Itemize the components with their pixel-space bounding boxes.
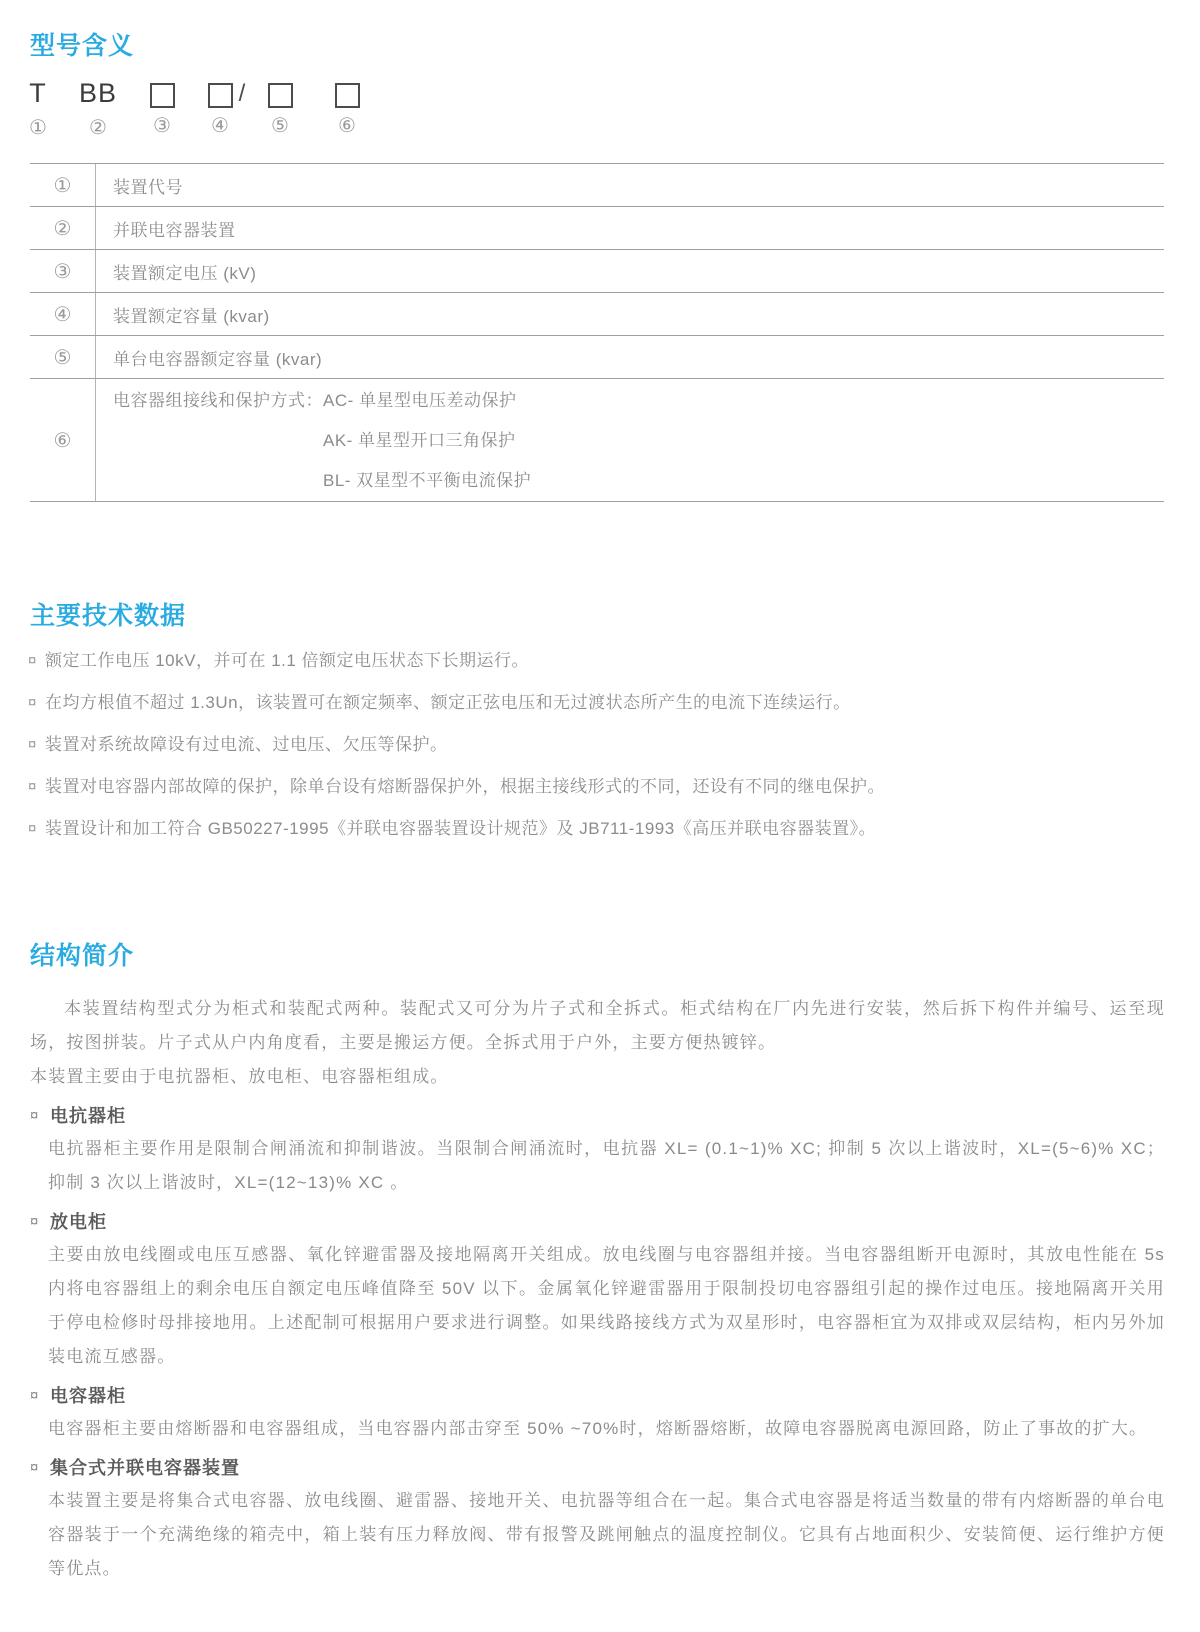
list-item xyxy=(28,816,1165,842)
placeholder-box-icon xyxy=(268,83,293,108)
bullet-icon: ¤ xyxy=(30,1387,40,1404)
subsection-body: 本装置主要是将集合式电容器、放电线圈、避雷器、接地开关、电抗器等组合在一起。集合式电容器是将适当数量的带有内熔断器的单台电容器装于一个充满绝缘的箱壳中，箱上装有压力释放阀、带有报警及跳闸触点的温度控制仪。它具有占地面积少、安装简便、运行维护方便等优点。 xyxy=(48,1491,1165,1578)
table-row xyxy=(30,250,1164,293)
placeholder-box-icon xyxy=(335,83,360,108)
list-item xyxy=(28,774,1165,800)
subsection-heading-capacitor-cabinet xyxy=(30,1381,1165,1411)
list-item xyxy=(28,732,1165,758)
protection-option: BL- 双星型不平衡电流保护 xyxy=(323,470,532,490)
table-row xyxy=(30,336,1164,379)
tech-data-list xyxy=(28,648,1165,842)
subsection-title: 电容器柜 xyxy=(50,1386,126,1406)
model-meaning-table xyxy=(30,163,1164,502)
list-item xyxy=(28,690,1165,716)
row-description: 单台电容器额定容量 (kvar) xyxy=(95,336,1164,378)
table-row xyxy=(30,293,1164,336)
subsection-title: 集合式并联电容器装置 xyxy=(50,1458,240,1478)
subsection-heading-reactor-cabinet xyxy=(30,1101,1165,1131)
list-item-text: 在均方根值不超过 1.3Un，该装置可在额定频率、额定正弦电压和无过渡状态所产生的电流下连续运行。 xyxy=(45,693,851,712)
circled-number-6: ⑥ xyxy=(338,115,356,137)
circled-number-5: ⑤ xyxy=(271,115,289,137)
table-row-protection xyxy=(30,379,1164,502)
row-number: ⑥ xyxy=(53,429,72,452)
structure-content xyxy=(30,992,1165,1586)
intro-paragraph: 本装置结构型式分为柜式和装配式两种。装配式又可分为片子式和全拆式。柜式结构在厂内先进行安装，然后拆下构件并编号、运至现场，按图拼装。片子式从户内角度看，主要是搬运方便。全拆式用于户外，主要方便热镀锌。 xyxy=(30,999,1165,1052)
table-row xyxy=(30,207,1164,250)
protection-option: AK- 单星型开口三角保护 xyxy=(323,430,516,450)
list-item-text: 额定工作电压 10kV，并可在 1.1 倍额定电压状态下长期运行。 xyxy=(45,651,530,670)
model-part-device-code xyxy=(20,78,56,139)
placeholder-box-icon xyxy=(150,83,175,108)
circled-number-3: ③ xyxy=(153,115,171,137)
subsection-body: 主要由放电线圈或电压互感器、氧化锌避雷器及接地隔离开关组成。放电线圈与电容器组并接。当电容器组断开电源时，其放电性能在 5s 内将电容器组上的剩余电压自额定电压峰值降至 50V 以下。金属氧化锌避雷器用于限制投切电容器组引起的操作过电压。接地隔离开关用于停电检修时母排接地用。上述配制可根据用户要求进行调整。如果线路接线方式为双星形时，电容器柜宜为双排或双层结构，柜内另外加装电流互感器。 xyxy=(48,1245,1165,1366)
bullet-icon: ¤ xyxy=(28,778,37,795)
list-item-text: 装置设计和加工符合 GB50227-1995《并联电容器装置设计规范》及 JB711-1993《高压并联电容器装置》。 xyxy=(45,819,877,838)
row-description: 装置额定容量 (kvar) xyxy=(95,293,1164,335)
table-row xyxy=(30,164,1164,207)
model-part-separator xyxy=(228,78,256,110)
section-title-model-meaning: 型号含义 xyxy=(30,32,135,60)
section-title-tech-data: 主要技术数据 xyxy=(30,602,187,630)
row-number: ① xyxy=(53,174,72,197)
bullet-icon: ¤ xyxy=(28,820,37,837)
bullet-icon: ¤ xyxy=(30,1107,40,1124)
protection-option: AC- 单星型电压差动保护 xyxy=(323,390,517,410)
intro-paragraph-2: 本装置主要由于电抗器柜、放电柜、电容器柜组成。 xyxy=(30,1067,449,1086)
row-description xyxy=(95,379,1164,501)
list-item-text: 装置对电容器内部故障的保护，除单台设有熔断器保护外，根据主接线形式的不同，还设有不同的继电保护。 xyxy=(45,777,885,796)
circled-number-2: ② xyxy=(89,117,107,139)
section-title-structure: 结构简介 xyxy=(30,942,135,970)
list-item xyxy=(28,648,1165,674)
row-description: 装置额定电压 (kV) xyxy=(95,250,1164,292)
model-part-shunt-capacitor xyxy=(77,78,119,139)
row-number: ② xyxy=(53,217,72,240)
row-number: ⑤ xyxy=(53,346,72,369)
bullet-icon: ¤ xyxy=(28,736,37,753)
row-description: 并联电容器装置 xyxy=(95,207,1164,249)
row-description: 装置代号 xyxy=(95,164,1164,206)
bullet-icon: ¤ xyxy=(30,1213,40,1230)
bullet-icon: ¤ xyxy=(28,694,37,711)
model-letter-t: T xyxy=(29,78,47,108)
subsection-body: 电容器柜主要由熔断器和电容器组成，当电容器内部击穿至 50% ~70%时，熔断器熔断，故障电容器脱离电源回路，防止了事故的扩大。 xyxy=(48,1419,1148,1438)
subsection-heading-assembled-capacitor-device xyxy=(30,1453,1165,1483)
model-code-diagram xyxy=(0,78,1200,150)
bullet-icon: ¤ xyxy=(30,1459,40,1476)
model-letter-bb: BB xyxy=(78,78,118,108)
list-item-text: 装置对系统故障设有过电流、过电压、欠压等保护。 xyxy=(45,735,448,754)
model-part-unit-capacity xyxy=(260,78,300,137)
row-number: ④ xyxy=(53,303,72,326)
bullet-icon: ¤ xyxy=(28,652,37,669)
model-part-protection-mode xyxy=(327,78,367,137)
circled-number-4: ④ xyxy=(211,115,229,137)
slash-separator: / xyxy=(238,80,246,107)
circled-number-1: ① xyxy=(29,117,47,139)
model-part-rated-voltage xyxy=(142,78,182,137)
protection-modes xyxy=(113,387,531,494)
row-number: ③ xyxy=(53,260,72,283)
subsection-heading-discharge-cabinet xyxy=(30,1207,1165,1237)
subsection-body: 电抗器柜主要作用是限制合闸涌流和抑制谐波。当限制合闸涌流时，电抗器 XL= (0.1~1)% XC; 抑制 5 次以上谐波时，XL=(5~6)% XC；抑制 3 次以上谐波时，XL=(12~13)% XC 。 xyxy=(48,1139,1165,1192)
subsection-title: 电抗器柜 xyxy=(50,1106,126,1126)
protection-label: 电容器组接线和保护方式： xyxy=(113,390,323,410)
protection-options xyxy=(323,387,531,494)
subsection-title: 放电柜 xyxy=(50,1212,107,1232)
